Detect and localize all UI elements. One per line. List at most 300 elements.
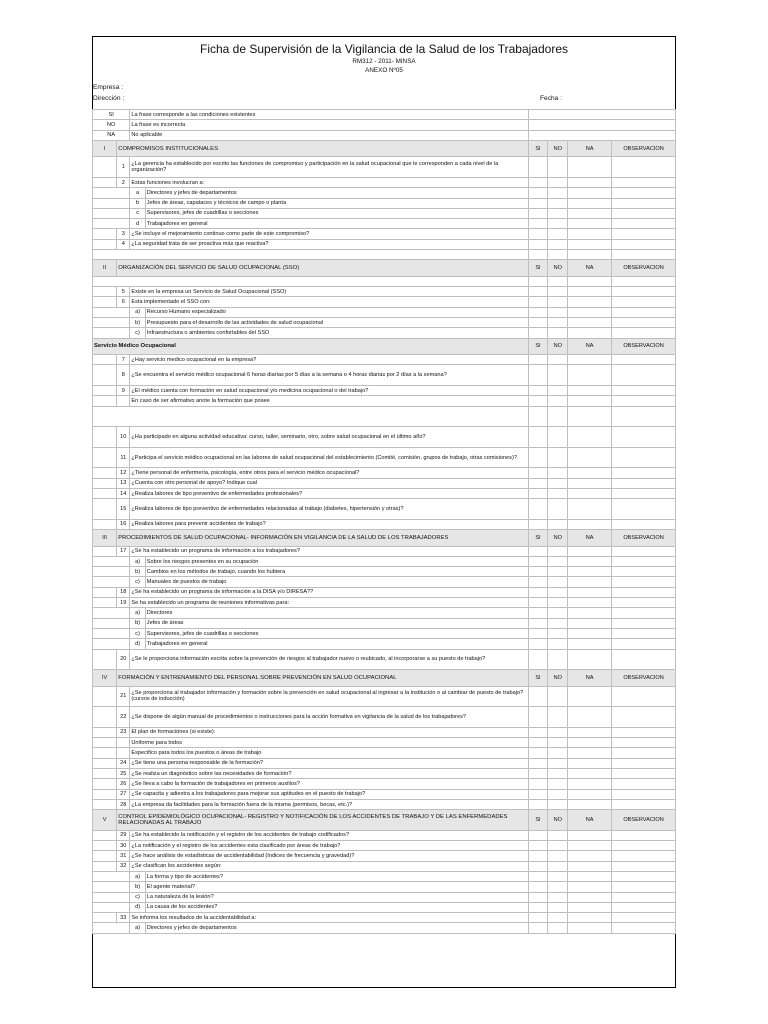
answer-na-cell[interactable]	[568, 748, 612, 758]
question-number: 9	[117, 385, 130, 395]
answer-obs-cell[interactable]	[612, 276, 676, 286]
answer-no-cell[interactable]	[548, 328, 568, 338]
answer-na-cell[interactable]	[568, 871, 612, 881]
answer-si-cell[interactable]	[528, 468, 548, 478]
answer-na-cell[interactable]	[568, 779, 612, 789]
answer-obs-cell[interactable]	[612, 365, 676, 386]
answer-na-cell[interactable]	[568, 406, 612, 427]
answer-no-cell[interactable]	[548, 686, 568, 707]
answer-na-cell[interactable]	[568, 618, 612, 628]
answer-na-cell[interactable]	[568, 297, 612, 307]
answer-no-cell[interactable]	[548, 598, 568, 608]
answer-obs-cell[interactable]	[612, 618, 676, 628]
answer-obs-cell[interactable]	[612, 738, 676, 748]
answer-si-cell[interactable]	[528, 317, 548, 327]
answer-na-cell[interactable]	[568, 913, 612, 923]
blank-row	[93, 250, 676, 260]
answer-na-cell[interactable]	[568, 519, 612, 529]
answer-si-cell[interactable]	[528, 478, 548, 488]
answer-na-cell[interactable]	[568, 882, 612, 892]
col-no-header: NO	[548, 530, 568, 546]
answer-no-cell[interactable]	[548, 556, 568, 566]
answer-si-cell[interactable]	[528, 328, 548, 338]
empty-cell	[93, 468, 117, 478]
answer-no-cell[interactable]	[548, 882, 568, 892]
question-text: Uniforme para todos	[130, 738, 528, 748]
legend-text: No aplicable	[130, 130, 528, 140]
answer-obs-cell[interactable]	[612, 385, 676, 395]
answer-no-cell[interactable]	[548, 779, 568, 789]
answer-si-cell[interactable]	[528, 608, 548, 618]
answer-si-cell[interactable]	[528, 519, 548, 529]
answer-na-cell[interactable]	[568, 276, 612, 286]
question-row	[93, 851, 676, 861]
answer-no-cell[interactable]	[548, 851, 568, 861]
answer-no-cell[interactable]	[548, 365, 568, 386]
empty-cell	[93, 488, 117, 498]
answer-na-cell[interactable]	[568, 447, 612, 468]
answer-no-cell[interactable]	[548, 639, 568, 649]
answer-si-cell[interactable]	[528, 882, 548, 892]
col-si-header: SI	[528, 140, 548, 156]
answer-obs-cell[interactable]	[612, 208, 676, 218]
answer-obs-cell[interactable]	[612, 608, 676, 618]
answer-si-cell[interactable]	[528, 587, 548, 597]
answer-si-cell[interactable]	[528, 385, 548, 395]
empty-cell	[93, 789, 117, 799]
subitem-letter: c)	[130, 577, 145, 587]
blank-row	[93, 406, 676, 427]
answer-obs-cell[interactable]	[612, 297, 676, 307]
answer-na-cell[interactable]	[568, 198, 612, 208]
question-row	[93, 727, 676, 737]
answer-si-cell[interactable]	[528, 841, 548, 851]
question-number: 32	[117, 861, 130, 871]
answer-obs-cell[interactable]	[612, 923, 676, 933]
answer-na-cell[interactable]	[568, 287, 612, 297]
answer-na-cell[interactable]	[568, 219, 612, 229]
question-text: ¿Se hace análisis de estadísticas de accidentabilidad (índices de frecuencia y gravedad)?	[130, 851, 528, 861]
answer-si-cell[interactable]	[528, 239, 548, 249]
answer-si-cell[interactable]	[528, 923, 548, 933]
answer-obs-cell[interactable]	[612, 250, 676, 260]
answer-si-cell[interactable]	[528, 406, 548, 427]
answer-no-cell[interactable]	[548, 738, 568, 748]
answer-si-cell[interactable]	[528, 789, 548, 799]
subsection-title: Servicio Médico Ocupacional	[93, 338, 529, 354]
answer-no-cell[interactable]	[548, 768, 568, 778]
answer-si-cell[interactable]	[528, 598, 548, 608]
question-text: ¿Se ha establecido un programa de información a la DISA y/o DIRESA??	[130, 587, 528, 597]
answer-obs-cell[interactable]	[612, 841, 676, 851]
subitem-letter: a)	[130, 556, 145, 566]
answer-no-cell[interactable]	[548, 229, 568, 239]
answer-si-cell[interactable]	[528, 913, 548, 923]
answer-na-cell[interactable]	[568, 608, 612, 618]
question-number: 2	[117, 177, 130, 187]
answer-na-cell[interactable]	[568, 830, 612, 840]
answer-si-cell[interactable]	[528, 355, 548, 365]
answer-no-cell[interactable]	[548, 758, 568, 768]
answer-na-cell[interactable]	[568, 649, 612, 670]
answer-obs-cell[interactable]	[612, 779, 676, 789]
answer-na-cell[interactable]	[568, 188, 612, 198]
answer-si-cell[interactable]	[528, 287, 548, 297]
answer-si-cell[interactable]	[528, 727, 548, 737]
empty-cell	[93, 902, 130, 912]
question-row	[93, 649, 676, 670]
question-number: 29	[117, 830, 130, 840]
answer-si-cell[interactable]	[528, 208, 548, 218]
answer-si-cell[interactable]	[528, 577, 548, 587]
answer-no-cell[interactable]	[548, 649, 568, 670]
question-row	[93, 707, 676, 728]
answer-no-cell[interactable]	[548, 748, 568, 758]
answer-obs-cell[interactable]	[612, 649, 676, 670]
answer-si-cell[interactable]	[528, 748, 548, 758]
answer-no-cell[interactable]	[548, 727, 568, 737]
answer-no-cell[interactable]	[548, 208, 568, 218]
answer-no-cell[interactable]	[548, 871, 568, 881]
answer-na-cell[interactable]	[568, 587, 612, 597]
answer-no-cell[interactable]	[548, 923, 568, 933]
answer-no-cell[interactable]	[548, 608, 568, 618]
question-row	[93, 587, 676, 597]
answer-obs-cell[interactable]	[612, 488, 676, 498]
answer-si-cell[interactable]	[528, 768, 548, 778]
answer-no-cell[interactable]	[548, 396, 568, 406]
answer-na-cell[interactable]	[568, 468, 612, 478]
answer-na-cell[interactable]	[568, 556, 612, 566]
answer-no-cell[interactable]	[548, 177, 568, 187]
empty-cell	[93, 406, 529, 427]
legend-row	[93, 120, 676, 130]
answer-obs-cell[interactable]	[612, 219, 676, 229]
answer-obs-cell[interactable]	[612, 328, 676, 338]
answer-si-cell[interactable]	[528, 639, 548, 649]
answer-si-cell[interactable]	[528, 307, 548, 317]
answer-no-cell[interactable]	[548, 250, 568, 260]
answer-si-cell[interactable]	[528, 686, 548, 707]
answer-si-cell[interactable]	[528, 649, 548, 670]
answer-si-cell[interactable]	[528, 871, 548, 881]
answer-no-cell[interactable]	[548, 406, 568, 427]
answer-obs-cell[interactable]	[612, 830, 676, 840]
answer-na-cell[interactable]	[568, 488, 612, 498]
answer-obs-cell[interactable]	[612, 188, 676, 198]
answer-si-cell[interactable]	[528, 779, 548, 789]
answer-obs-cell[interactable]	[612, 567, 676, 577]
answer-no-cell[interactable]	[548, 841, 568, 851]
answer-si-cell[interactable]	[528, 219, 548, 229]
answer-obs-cell[interactable]	[612, 892, 676, 902]
answer-obs-cell[interactable]	[612, 556, 676, 566]
answer-no-cell[interactable]	[548, 188, 568, 198]
answer-obs-cell[interactable]	[612, 478, 676, 488]
answer-na-cell[interactable]	[568, 851, 612, 861]
answer-si-cell[interactable]	[528, 499, 548, 520]
answer-na-cell[interactable]	[568, 686, 612, 707]
answer-obs-cell[interactable]	[612, 598, 676, 608]
answer-na-cell[interactable]	[568, 208, 612, 218]
answer-obs-cell[interactable]	[612, 768, 676, 778]
answer-si-cell[interactable]	[528, 188, 548, 198]
subitem-letter: d	[130, 219, 145, 229]
question-text: Especifico para todos los puestos o áreas de trabajo	[130, 748, 528, 758]
answer-no-cell[interactable]	[548, 307, 568, 317]
answer-no-cell[interactable]	[548, 385, 568, 395]
answer-obs-cell[interactable]	[612, 427, 676, 448]
answer-no-cell[interactable]	[548, 546, 568, 556]
answer-si-cell[interactable]	[528, 365, 548, 386]
answer-na-cell[interactable]	[568, 385, 612, 395]
answer-no-cell[interactable]	[548, 628, 568, 638]
question-row	[93, 447, 676, 468]
empty-cell	[93, 297, 117, 307]
answer-na-cell[interactable]	[568, 567, 612, 577]
answer-na-cell[interactable]	[568, 758, 612, 768]
question-number: 5	[117, 287, 130, 297]
answer-na-cell[interactable]	[568, 768, 612, 778]
answer-na-cell[interactable]	[568, 639, 612, 649]
subitem-text: Infraestructura o ambientes confortables del SSO	[145, 328, 528, 338]
answer-na-cell[interactable]	[568, 317, 612, 327]
empty-cell	[528, 120, 675, 130]
answer-obs-cell[interactable]	[612, 587, 676, 597]
answer-si-cell[interactable]	[528, 738, 548, 748]
answer-si-cell[interactable]	[528, 707, 548, 728]
answer-no-cell[interactable]	[548, 861, 568, 871]
question-text: ¿Se tiene una persona responsable de la formación?	[130, 758, 528, 768]
answer-no-cell[interactable]	[548, 799, 568, 809]
answer-obs-cell[interactable]	[612, 519, 676, 529]
answer-na-cell[interactable]	[568, 365, 612, 386]
answer-si-cell[interactable]	[528, 396, 548, 406]
subitem-row	[93, 608, 676, 618]
answer-obs-cell[interactable]	[612, 468, 676, 478]
answer-si-cell[interactable]	[528, 250, 548, 260]
answer-si-cell[interactable]	[528, 276, 548, 286]
subitem-letter: c	[130, 208, 145, 218]
answer-obs-cell[interactable]	[612, 239, 676, 249]
answer-na-cell[interactable]	[568, 229, 612, 239]
answer-no-cell[interactable]	[548, 427, 568, 448]
answer-si-cell[interactable]	[528, 297, 548, 307]
answer-na-cell[interactable]	[568, 861, 612, 871]
answer-no-cell[interactable]	[548, 519, 568, 529]
answer-na-cell[interactable]	[568, 396, 612, 406]
answer-na-cell[interactable]	[568, 427, 612, 448]
empty-cell	[93, 239, 117, 249]
answer-na-cell[interactable]	[568, 598, 612, 608]
answer-si-cell[interactable]	[528, 851, 548, 861]
answer-na-cell[interactable]	[568, 841, 612, 851]
question-text: ¿Se proporciona al trabajador información y formación sobre la prevención en salud ocupacional al ingresar a la institución o al cambiar de puesto de trabajo? (cursos de inducción)	[130, 686, 528, 707]
answer-na-cell[interactable]	[568, 707, 612, 728]
answer-no-cell[interactable]	[548, 468, 568, 478]
answer-no-cell[interactable]	[548, 892, 568, 902]
subitem-letter: b)	[130, 567, 145, 577]
answer-no-cell[interactable]	[548, 830, 568, 840]
answer-no-cell[interactable]	[548, 287, 568, 297]
answer-na-cell[interactable]	[568, 727, 612, 737]
answer-na-cell[interactable]	[568, 499, 612, 520]
subitem-letter: b)	[130, 317, 145, 327]
answer-no-cell[interactable]	[548, 567, 568, 577]
answer-no-cell[interactable]	[548, 707, 568, 728]
col-na-header: NA	[568, 260, 612, 276]
question-number: 28	[117, 799, 130, 809]
answer-no-cell[interactable]	[548, 219, 568, 229]
answer-si-cell[interactable]	[528, 157, 548, 178]
answer-si-cell[interactable]	[528, 799, 548, 809]
answer-no-cell[interactable]	[548, 157, 568, 178]
answer-si-cell[interactable]	[528, 427, 548, 448]
answer-si-cell[interactable]	[528, 830, 548, 840]
answer-na-cell[interactable]	[568, 328, 612, 338]
answer-obs-cell[interactable]	[612, 447, 676, 468]
answer-si-cell[interactable]	[528, 177, 548, 187]
answer-na-cell[interactable]	[568, 355, 612, 365]
answer-na-cell[interactable]	[568, 157, 612, 178]
answer-na-cell[interactable]	[568, 902, 612, 912]
question-number: 7	[117, 355, 130, 365]
answer-obs-cell[interactable]	[612, 799, 676, 809]
answer-no-cell[interactable]	[548, 447, 568, 468]
answer-na-cell[interactable]	[568, 789, 612, 799]
answer-obs-cell[interactable]	[612, 307, 676, 317]
col-si-header: SI	[528, 670, 548, 686]
answer-si-cell[interactable]	[528, 567, 548, 577]
answer-si-cell[interactable]	[528, 861, 548, 871]
answer-na-cell[interactable]	[568, 478, 612, 488]
answer-obs-cell[interactable]	[612, 748, 676, 758]
answer-si-cell[interactable]	[528, 447, 548, 468]
answer-obs-cell[interactable]	[612, 639, 676, 649]
answer-si-cell[interactable]	[528, 546, 548, 556]
answer-si-cell[interactable]	[528, 618, 548, 628]
answer-no-cell[interactable]	[548, 488, 568, 498]
answer-na-cell[interactable]	[568, 799, 612, 809]
answer-obs-cell[interactable]	[612, 546, 676, 556]
answer-no-cell[interactable]	[548, 618, 568, 628]
answer-na-cell[interactable]	[568, 307, 612, 317]
answer-no-cell[interactable]	[548, 276, 568, 286]
answer-si-cell[interactable]	[528, 758, 548, 768]
answer-na-cell[interactable]	[568, 239, 612, 249]
answer-si-cell[interactable]	[528, 892, 548, 902]
answer-no-cell[interactable]	[548, 789, 568, 799]
answer-na-cell[interactable]	[568, 177, 612, 187]
subitem-row	[93, 902, 676, 912]
answer-no-cell[interactable]	[548, 587, 568, 597]
question-text: Se ha establecido un programa de reuniones informativas para:	[130, 598, 528, 608]
answer-obs-cell[interactable]	[612, 355, 676, 365]
answer-obs-cell[interactable]	[612, 577, 676, 587]
col-no-header: NO	[548, 810, 568, 831]
answer-obs-cell[interactable]	[612, 902, 676, 912]
question-number: 27	[117, 789, 130, 799]
answer-obs-cell[interactable]	[612, 396, 676, 406]
answer-no-cell[interactable]	[548, 317, 568, 327]
answer-si-cell[interactable]	[528, 198, 548, 208]
question-number: 8	[117, 365, 130, 386]
answer-obs-cell[interactable]	[612, 789, 676, 799]
answer-obs-cell[interactable]	[612, 317, 676, 327]
answer-obs-cell[interactable]	[612, 913, 676, 923]
answer-obs-cell[interactable]	[612, 198, 676, 208]
form-title: Ficha de Supervisión de la Vigilancia de la Salud de los Trabajadores	[199, 42, 568, 56]
answer-obs-cell[interactable]	[612, 707, 676, 728]
answer-no-cell[interactable]	[548, 198, 568, 208]
answer-no-cell[interactable]	[548, 478, 568, 488]
legend-row	[93, 130, 676, 140]
answer-obs-cell[interactable]	[612, 157, 676, 178]
answer-obs-cell[interactable]	[612, 406, 676, 427]
answer-obs-cell[interactable]	[612, 229, 676, 239]
empty-cell	[93, 276, 529, 286]
empty-cell	[93, 556, 130, 566]
answer-si-cell[interactable]	[528, 229, 548, 239]
answer-no-cell[interactable]	[548, 499, 568, 520]
answer-obs-cell[interactable]	[612, 287, 676, 297]
answer-obs-cell[interactable]	[612, 177, 676, 187]
answer-no-cell[interactable]	[548, 577, 568, 587]
question-row	[93, 157, 676, 178]
question-text: ¿Realiza labores para prevenir accidentes de trabajo?	[130, 519, 528, 529]
answer-si-cell[interactable]	[528, 628, 548, 638]
answer-no-cell[interactable]	[548, 297, 568, 307]
question-row	[93, 229, 676, 239]
section-title: FORMACIÓN Y ENTRENAMIENTO DEL PERSONAL SOBRE PREVENCIÓN EN SALUD OCUPACIONAL	[117, 670, 528, 686]
legend-key: NA	[93, 130, 130, 140]
answer-no-cell[interactable]	[548, 902, 568, 912]
answer-obs-cell[interactable]	[612, 758, 676, 768]
answer-obs-cell[interactable]	[612, 628, 676, 638]
subitem-letter: a	[130, 188, 145, 198]
answer-obs-cell[interactable]	[612, 882, 676, 892]
answer-si-cell[interactable]	[528, 556, 548, 566]
answer-obs-cell[interactable]	[612, 851, 676, 861]
answer-no-cell[interactable]	[548, 913, 568, 923]
answer-na-cell[interactable]	[568, 892, 612, 902]
subitem-text: Supervisores, jefes de cuadrillas o secciones	[145, 208, 528, 218]
answer-na-cell[interactable]	[568, 250, 612, 260]
answer-obs-cell[interactable]	[612, 727, 676, 737]
subitem-row	[93, 219, 676, 229]
answer-na-cell[interactable]	[568, 577, 612, 587]
answer-si-cell[interactable]	[528, 902, 548, 912]
answer-no-cell[interactable]	[548, 355, 568, 365]
answer-na-cell[interactable]	[568, 923, 612, 933]
question-number: 31	[117, 851, 130, 861]
answer-na-cell[interactable]	[568, 738, 612, 748]
answer-na-cell[interactable]	[568, 628, 612, 638]
answer-no-cell[interactable]	[548, 239, 568, 249]
question-number: 20	[117, 649, 130, 670]
col-obs-header: OBSERVACION	[612, 260, 676, 276]
answer-na-cell[interactable]	[568, 546, 612, 556]
col-na-header: NA	[568, 810, 612, 831]
empty-cell	[93, 768, 117, 778]
answer-obs-cell[interactable]	[612, 499, 676, 520]
question-row	[93, 427, 676, 448]
answer-obs-cell[interactable]	[612, 861, 676, 871]
question-text: Existe en la empresa un Servicio de Salud Ocupacional (SSO)	[130, 287, 528, 297]
answer-obs-cell[interactable]	[612, 686, 676, 707]
answer-si-cell[interactable]	[528, 488, 548, 498]
answer-obs-cell[interactable]	[612, 871, 676, 881]
